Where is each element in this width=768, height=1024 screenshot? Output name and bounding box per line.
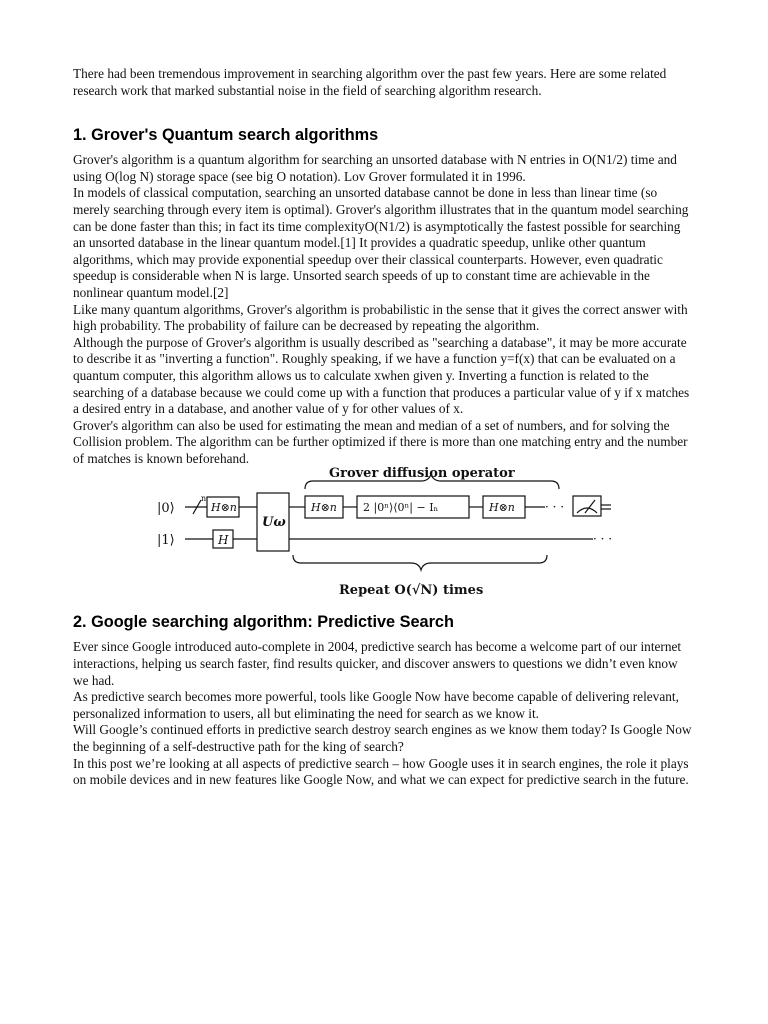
grover-paragraph-5: Grover's algorithm can also be used for estimating the mean and median of a set of numbers, and for solving the Collision problem. The algorithm can be further optimized if there is more than one matching entry and the number of matches is known beforehand. — [73, 417, 688, 466]
google-paragraph-2: As predictive search becomes more powerful, tools like Google Now have become capable of delivering relevant, personalized information to users, all but eliminating the need for search as we know it. — [73, 689, 679, 721]
section-heading-google: 2. Google searching algorithm: Predictive Search — [73, 613, 454, 632]
qubit-count-label: n — [201, 494, 207, 504]
grover-paragraph-4: Although the purpose of Grover's algorithm is usually described as "searching a database", it may be more accurate to describe it as "inverting a function". Roughly speaking, if we have a function y=f(x) that can be evaluated on a quantum computer, this algorithm allows us to calculate xwhen given y. Inverting a function is related to the searching of a database because we could come up with a function that produces a particular value of y if x matches a desired entry in a database, and another value of y for other values of x. — [73, 334, 690, 417]
oracle-gate-label: Uω — [262, 515, 286, 531]
section-google — [73, 612, 693, 788]
ket-one-label: |1⟩ — [157, 533, 175, 549]
grover-paragraph-2: In models of classical computation, searching an unsorted database cannot be done in less than linear time (so merely searching through every item is optimal). Grover's algorithm illustrates that in the quantum model searching can be done faster than this; in fact its time complexityO(N1/2) is asymptotically the fastest possible for searching an unsorted database in the linear quantum model.[1] It provides a quadratic speedup, unlike other quantum algorithms, which may provide exponential speedup over their classical counterparts. However, even quadratic speedup is considerable when N is large. Unsorted search speeds of up to constant time are achievable in the nonlinear quantum model.[2] — [73, 185, 689, 300]
diffusion-hadamard-out-label: H⊗n — [489, 501, 515, 515]
section-grover — [73, 125, 693, 467]
repeat-dots-top: · · · — [545, 500, 565, 515]
ket-zero-label: |0⟩ — [157, 501, 175, 517]
repeat-label: Repeat O(√N) times — [339, 583, 484, 599]
document-page — [73, 66, 693, 789]
grover-circuit-diagram — [153, 467, 623, 602]
section-heading-grover: 1. Grover's Quantum search algorithms — [73, 126, 379, 145]
intro-paragraph: There had been tremendous improvement in searching algorithm over the past few years. Here are some related research work that marked substantial noise in the field of searching algorithm research. — [73, 66, 667, 98]
grover-paragraph-3: Like many quantum algorithms, Grover's algorithm is probabilistic in the sense that it gives the correct answer with high probability. The probability of failure can be decreased by repeating the algorithm. — [73, 301, 688, 334]
hadamard-n-gate-label: H⊗n — [211, 501, 237, 515]
diffusion-reflection-label: 2 |0ⁿ⟩⟨0ⁿ| − Iₙ — [363, 501, 439, 515]
google-paragraph-4: In this post we’re looking at all aspects of predictive search – how Google uses it in search engines, the role it plays on mobile devices and in new features like Google Now, and what we can expect for predictive search in the future. — [73, 755, 689, 788]
grover-paragraph-1: Grover's algorithm is a quantum algorithm for searching an unsorted database with N entries in O(N1/2) time and using O(log N) storage space (see big O notation). Lov Grover formulated it in 1996. — [73, 152, 677, 184]
diffusion-operator-label: Grover diffusion operator — [329, 467, 515, 482]
google-paragraph-3: Will Google’s continued efforts in predictive search destroy search engines as we know them today? Is Google Now the beginning of a self-destructive path for the king of search? — [73, 722, 692, 755]
hadamard-gate-label: H — [218, 533, 229, 548]
google-paragraph-1: Ever since Google introduced auto-complete in 2004, predictive search has become a welcome part of our internet interactions, helping us search faster, find results quicker, and discover answers to questions we didn’t even know we had. — [73, 639, 682, 688]
grover-circuit-figure — [73, 467, 693, 602]
diffusion-hadamard-in-label: H⊗n — [311, 501, 337, 515]
repeat-dots-bottom: · · · — [593, 532, 613, 547]
